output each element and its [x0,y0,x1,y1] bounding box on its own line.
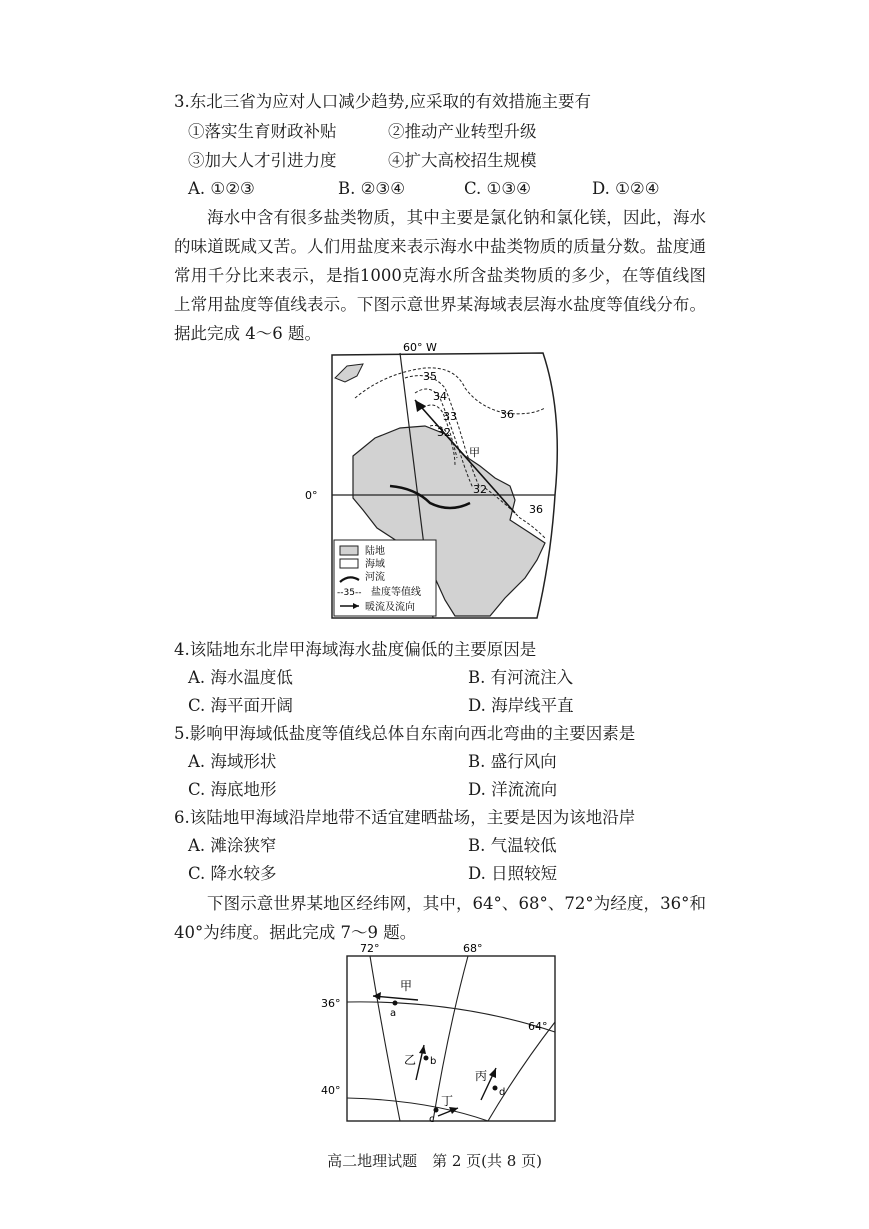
yi-label: 乙 [404,1053,417,1067]
ding-label: 丁 [441,1094,454,1108]
isoline-36b-label: 36 [529,503,543,516]
passage-graticule: 下图示意世界某地区经纬网，其中，64°、68°、72°为经度，36°和 40°为纬度。据此完成 7～9 题。 [174,894,706,942]
legend-river: 河流 [365,572,385,583]
salinity-map [305,338,565,630]
lat-0-label: 0° [305,489,318,502]
q3-item-3: ③加大人才引进力度 [188,151,337,170]
legend-isoline-sample: --35-- [337,588,362,598]
lat36-label: 36° [321,997,341,1010]
q5-option-c: C. 海底地形 [188,780,277,799]
isoline-32-label: 32 [437,426,451,439]
q5-stem: 5.影响甲海域低盐度等值线总体自东南向西北弯曲的主要因素是 [174,724,636,743]
q3-item-2: ②推动产业转型升级 [388,122,537,141]
q3-option-a: A. ①②③ [188,179,255,198]
q5-option-d: D. 洋流流向 [468,780,558,799]
legend-current: 暖流及流向 [365,602,415,613]
q6-option-b: B. 气温较低 [468,836,557,855]
q5-option-a: A. 海域形状 [188,752,277,771]
passage-salinity: 海水中含有很多盐类物质，其中主要是氯化钠和氯化镁，因此，海水的味道既咸又苦。人们用盐度来表示海水中盐类物质的质量分数。盐度通常用千分比来表示，是指1000克海水所含盐类物质的多少，在等值线图上常用盐度等值线表示。下图示意世界某海域表层海水盐度等值线分布。据此完成 4～6 题。 [174,208,706,343]
isoline-36-label: 36 [500,408,514,421]
q3-stem: 3.东北三省为应对人口减少趋势,应采取的有效措施主要有 [174,92,591,111]
q6-option-d: D. 日照较短 [468,864,558,883]
legend-sea: 海域 [365,559,385,570]
q3-item-1: ①落实生育财政补贴 [188,122,337,141]
q6-option-c: C. 降水较多 [188,864,277,883]
q4-option-a: A. 海水温度低 [188,668,293,687]
isoline-35-label: 35 [423,370,437,383]
point-d-label: d [499,1087,506,1098]
isoline-32b-label: 32 [473,483,487,496]
point-a-label: a [390,1008,397,1019]
point-c-label: c [429,1114,435,1125]
point-b-label: b [430,1056,437,1067]
map-legend [334,540,436,616]
q3-option-d: D. ①②④ [592,179,660,198]
q3-option-b: B. ②③④ [338,179,405,198]
q4-stem: 4.该陆地东北岸甲海域海水盐度偏低的主要原因是 [174,640,537,659]
q4-option-d: D. 海岸线平直 [468,696,574,715]
lon-60w-label: 60° W [403,341,437,354]
isoline-33-label: 33 [443,410,457,423]
page-footer: 高二地理试题 第 2 页(共 8 页) [327,1152,542,1170]
jia-label: 甲 [400,979,413,993]
q3-item-4: ④扩大高校招生规模 [388,151,537,170]
legend-isoline: 盐度等值线 [371,587,421,598]
q4-option-c: C. 海平面开阔 [188,696,294,715]
q4-option-b: B. 有河流注入 [468,668,574,687]
q3-option-c: C. ①③④ [464,179,531,198]
lon68-label: 68° [463,942,483,955]
q5-option-b: B. 盛行风向 [468,752,557,771]
q6-option-a: A. 滩涂狭窄 [188,836,277,855]
isoline-34-label: 34 [433,390,447,403]
bing-label: 丙 [475,1069,488,1083]
lon72-label: 72° [360,942,380,955]
lon64-label: 64° [528,1020,548,1033]
legend-land: 陆地 [365,546,385,557]
lat40-label: 40° [321,1084,341,1097]
jia-label: 甲 [469,446,480,459]
q6-stem: 6.该陆地甲海域沿岸地带不适宜建晒盐场，主要是因为该地沿岸 [174,808,636,827]
graticule-map [318,940,558,1125]
